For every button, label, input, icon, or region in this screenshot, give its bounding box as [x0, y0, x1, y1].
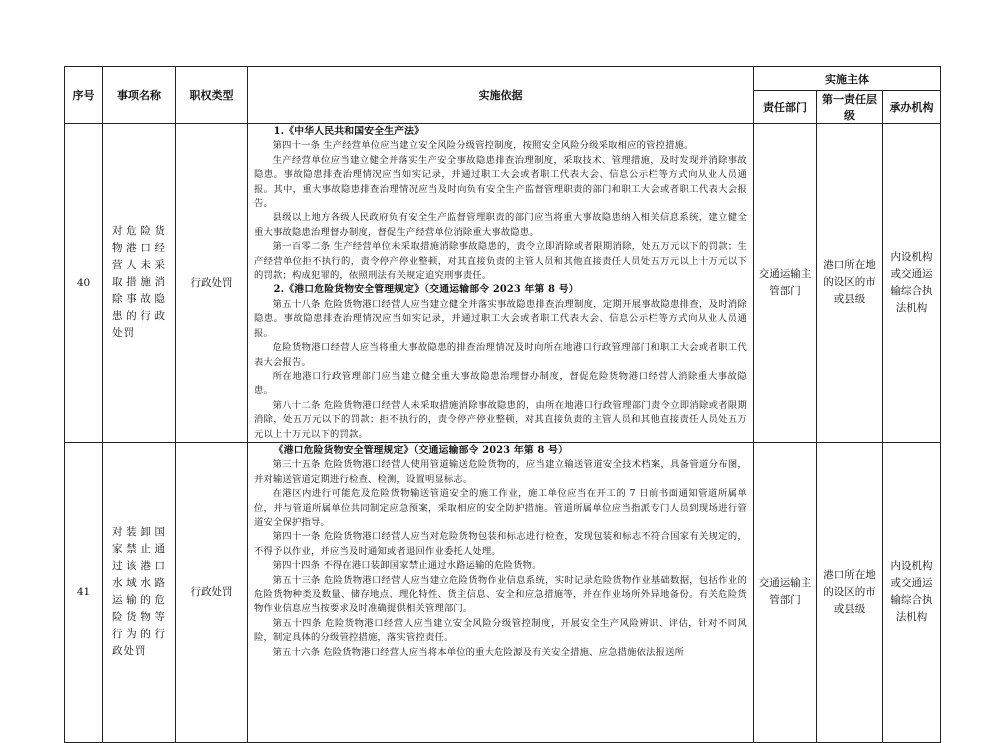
law-article: 在港区内进行可能危及危险货物输送管道安全的施工作业，施工单位应当在开工的 7 日前书面通知管道所属单位，并与管道所属单位共同制定应急预案，采取相应的安全防护措施。管道所属单位应当指派专门人员到现场进行管道安全保护指导。 — [254, 488, 747, 528]
row-responsible-dept: 交通运输主管部门 — [754, 442, 817, 742]
table-row — [65, 442, 941, 742]
law-article: 所在地港口行政管理部门应当建立健全重大事故隐患治理督办制度，督促危险货物港口经营人消除重大事故隐患。 — [254, 370, 747, 397]
law-title: 2.《港口危险货物安全管理规定》（交通运输部令 2023 年第 8 号） — [273, 284, 579, 296]
row-basis — [248, 124, 754, 443]
header-seq: 序号 — [65, 67, 103, 124]
law-article: 第八十二条 危险货物港口经营人未采取措施消除事故隐患的，由所在地港口行政管理部门责令立即消除或者限期消除，处五万元以下的罚款；拒不执行的，责令停产停业整顿，对其直接负责的主管人员和其他直接责任人员处五万元以上十万元以下的罚款。 — [254, 399, 747, 440]
row-power-type: 行政处罚 — [176, 124, 248, 443]
law-article: 生产经营单位应当建立健全并落实生产安全事故隐患排查治理制度，采取技术、管理措施，及时发现并消除事故隐患。事故隐患排查治理情况应当如实记录，并通过职工大会或者职工代表大会、信息公示栏等方式向从业人员通报。其中，重大事故隐患排查治理情况应当及时向负有安全生产监督管理职责的部门和职工大会或者职工代表大会报告。 — [254, 154, 747, 210]
law-title: 1.《中华人民共和国安全生产法》 — [273, 126, 425, 137]
law-article: 第四十一条 危险货物港口经营人应当对危险货物包装和标志进行检查，发现包装和标志不符合国家有关规定的，不得予以作业，并应当及时通知或者退回作业委托人处理。 — [254, 531, 747, 557]
law-article: 县级以上地方各级人民政府负有安全生产监督管理职责的部门应当将重大事故隐患纳入相关信息系统，建立健全重大事故隐患治理督办制度，督促生产经营单位消除重大事故隐患。 — [254, 212, 747, 238]
row-seq: 40 — [65, 124, 103, 443]
row-basis — [248, 442, 754, 742]
law-article: 第五十四条 危险货物港口经营人应当建立安全风险分级管控制度，开展安全生产风险辨识、评估，针对不同风险，制定具体的分级管控措施，落实管控责任。 — [254, 617, 747, 644]
law-title: 《港口危险货物安全管理规定》（交通运输部令 2023 年第 8 号） — [273, 444, 569, 456]
law-article: 第四十四条 不得在港口装卸国家禁止通过水路运输的危险货物。 — [272, 560, 542, 572]
row-handling-agency: 内设机构或交通运输综合执法机构 — [883, 442, 941, 742]
enforcement-items-table — [64, 66, 941, 743]
law-article: 第四十一条 生产经营单位应当建立安全风险分级管控制度，按照安全风险分级采取相应的管控措施。 — [272, 140, 694, 152]
header-responsible-dept: 责任部门 — [754, 91, 817, 124]
law-article: 第五十八条 危险货物港口经营人应当建立健全并落实事故隐患排查治理制度，定期开展事故隐患排查，及时消除隐患。事故隐患排查治理情况应当如实记录，并通过职工大会或者职工代表大会、信息公示栏等方式向从业人员通报。 — [254, 298, 747, 339]
law-article: 第五十三条 危险货物港口经营人应当建立危险货物作业信息系统，实时记录危险货物作业基础数据，包括作业的危险货物种类及数量、储存地点、理化特性、货主信息、安全和应急措施等，并在作业场所外异地备份。有关危险货物作业信息应当按要求及时准确提供相关管理部门。 — [254, 574, 747, 615]
header-implementing-subject: 实施主体 — [754, 67, 941, 91]
row-first-level: 港口所在地的设区的市或县级 — [817, 124, 883, 443]
law-article: 第五十六条 危险货物港口经营人应当将本单位的重大危险源及有关安全措施、应急措施依法报送所 — [272, 646, 685, 658]
row-handling-agency: 内设机构或交通运输综合执法机构 — [883, 124, 941, 443]
header-item-name: 事项名称 — [103, 67, 176, 124]
row-responsible-dept: 交通运输主管部门 — [754, 124, 817, 443]
header-first-level: 第一责任层级 — [817, 91, 883, 124]
header-handling-agency: 承办机构 — [883, 91, 941, 124]
row-power-type: 行政处罚 — [176, 442, 248, 742]
row-seq: 41 — [65, 442, 103, 742]
row-item-name: 对危险货物港口经营人未采取措施消除事故隐患的行政处罚 — [103, 124, 176, 443]
law-article: 第一百零二条 生产经营单位未采取措施消除事故隐患的，责令立即消除或者限期消除，处五万元以下的罚款；生产经营单位拒不执行的，责令停产停业整顿，对其直接负责的主管人员和其他直接责任人员处五万元以上十万元以下的罚款；构成犯罪的，依照刑法有关规定追究刑事责任。 — [254, 241, 747, 282]
law-article: 第三十五条 危险货物港口经营人使用管道输送危险货物的，应当建立输送管道安全技术档案，具备管道分布图，并对输送管道定期进行检查、检测，设置明显标志。 — [254, 459, 747, 485]
law-article: 危险货物港口经营人应当将重大事故隐患的排查治理情况及时向所在地港口行政管理部门和职工大会或者职工代表大会报告。 — [254, 342, 747, 368]
row-first-level: 港口所在地的设区的市或县级 — [817, 442, 883, 742]
row-item-name: 对装卸国家禁止通过该港口水域水路运输的危险货物等行为的行政处罚 — [103, 442, 176, 742]
header-basis: 实施依据 — [248, 67, 754, 124]
header-power-type: 职权类型 — [176, 67, 248, 124]
table-row — [65, 124, 941, 443]
